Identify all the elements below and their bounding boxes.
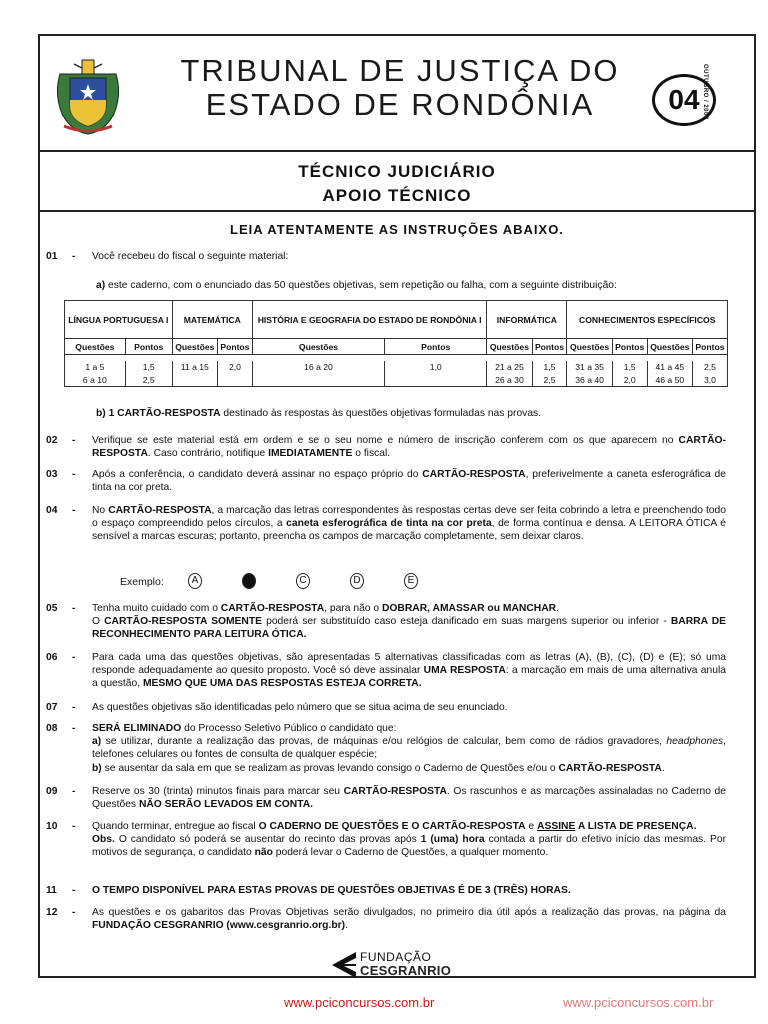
item-label: Obs.: [92, 834, 115, 846]
item-text: este caderno, com o enunciado das 50 questões objetivas, sem repetição ou falha, com a seguinte distribuição:: [105, 280, 617, 291]
table-cell: [252, 374, 384, 387]
item-label: b): [92, 762, 102, 774]
table-subheader: Questões: [647, 339, 692, 355]
table-cell: 1,5: [532, 361, 567, 374]
cesgranrio-logo: [330, 948, 460, 984]
item-text: poderá levar o Caderno de Questões, a qualquer momento.: [272, 847, 549, 859]
table-subheader: Questões: [487, 339, 532, 355]
item-text: As questões e os gabaritos das Provas Objetivas serão divulgados, no primeiro dia útil após a realização das provas, na página da: [92, 907, 726, 918]
instruction-01b: [46, 407, 726, 420]
job-title: TÉCNICO JUDICIÁRIO: [298, 162, 496, 181]
item-bold: NÃO SERÃO LEVADOS EM CONTA.: [138, 799, 314, 811]
job-subtitle: APOIO TÉCNICO: [322, 186, 472, 205]
table-cell: 6 a 10: [65, 374, 126, 387]
item-text: , telefones celulares ou fontes de consulta de qualquer espécie;: [92, 736, 726, 761]
table-cell: 2,5: [125, 374, 172, 387]
table-cell: 41 a 45: [647, 361, 692, 374]
instruction-10: 10 - Quando terminar, entregue ao fiscal O CADERNO DE QUESTÕES E O CARTÃO-RESPOSTA e ASSINE A LISTA DE PRESENÇA. Obs. O candidato só poderá se ausentar do recinto das provas após 1 (uma) hora contada a partir do efetivo início das mesmas. Por motivos de segurança, o candidato não poderá levar o Caderno de Questões, a qualquer momento.: [46, 821, 726, 859]
item-bold: CARTÃO-RESPOSTA: [220, 603, 325, 614]
instruction-04: 04 - No CARTÃO-RESPOSTA, a marcação das letras correspondentes às respostas certas deve ser feita cobrindo a letra e preenchendo todo o espaço compreendido pelos círculos, a caneta esferográfica de tinta na cor preta, de forma contínua e densa. A LEITORA ÓTICA é sensível a marcas escuras; portanto, preencha os campos de marcação completamente, sem deixar claros.: [46, 505, 727, 543]
item-bold: IMEDIATAMENTE: [268, 448, 353, 460]
cesgranrio-mark-icon: [330, 950, 358, 980]
item-text: e: [525, 821, 538, 832]
table-group-header: CONHECIMENTOS ESPECÍFICOS: [567, 301, 728, 339]
table-cell: 36 a 40: [567, 374, 612, 387]
item-text: se ausentar da sala em que se realizam as provas levando consigo o Caderno de Questões e/ou o: [101, 762, 559, 774]
table-cell: [172, 374, 217, 387]
item-text: , preferivelmente a caneta esferográfica de tinta na cor preta.: [92, 469, 726, 494]
table-row: [65, 361, 728, 374]
table-group-header: LÍNGUA PORTUGUESA I: [65, 301, 173, 339]
item-number: 01: [46, 251, 58, 262]
item-text: . Caso contrário, notifique: [147, 448, 269, 460]
item-bold: 1 (uma) hora: [420, 834, 485, 846]
item-text: Verifique se este material está em ordem e se o seu nome e número de inscrição conferem com os que aparecem no: [92, 435, 679, 446]
table-cell: 1,5: [125, 361, 172, 374]
footer-url-right[interactable]: www.pciconcursos.com.br: [563, 995, 714, 1010]
item-text: , a marcação das letras correspondentes às respostas certas deve ser feita cobrindo a letra e preenchendo todo o espaço compreendido pelos círculos, a: [92, 505, 726, 530]
table-subheader: Pontos: [125, 339, 172, 355]
coat-of-arms-icon: [52, 54, 124, 136]
table-row: [65, 374, 728, 387]
header: [40, 36, 754, 152]
page-frame: [38, 34, 756, 978]
item-text: destinado às respostas às questões objetivas formuladas nas provas.: [220, 408, 542, 419]
item-text: Para cada uma das questões objetivas, são apresentadas 5 alternativas classificadas com as letras (A), (B), (C), (D) e (E); só uma responde adequadamente ao quesito proposto. Você só deve assinalar: [92, 652, 726, 677]
item-bold: BARRA DE RECONHECIMENTO PARA LEITURA ÓTICA.: [92, 616, 727, 641]
item-number: 03: [46, 469, 58, 480]
table-subheader: Questões: [172, 339, 217, 355]
instruction-06: 06 - Para cada uma das questões objetivas, são apresentadas 5 alternativas classificadas com as letras (A), (B), (C), (D) e (E); só uma responde adequadamente ao quesito proposto. Você só deve assinalar UMA RESPOSTA: a marcação em mais de uma alternativa anula a questão, MESMO QUE UMA DAS RESPOSTAS ESTEJA CORRETA.: [46, 652, 726, 690]
item-bold: não: [254, 847, 273, 859]
item-text: No: [92, 505, 109, 516]
item-number: 11: [46, 885, 57, 896]
instruction-01a: [46, 279, 726, 292]
instruction-02: 02 - Verifique se este material está em ordem e se o seu nome e número de inscrição conferem com os que aparecem no CARTÃO-RESPOSTA. Caso contrário, notifique IMEDIATAMENTE o fiscal.: [46, 435, 726, 460]
instruction-01: 01 - Você recebeu do fiscal o seguinte material:: [46, 250, 726, 263]
table-cell: 21 a 25: [487, 361, 532, 374]
instructions-heading: LEIA ATENTAMENTE AS INSTRUÇÕES ABAIXO.: [230, 222, 564, 237]
item-text: Você recebeu do fiscal o seguinte material:: [92, 251, 289, 262]
item-number: 05: [46, 603, 58, 614]
table-subheader: Pontos: [217, 339, 252, 355]
item-bold: DOBRAR, AMASSAR ou MANCHAR: [381, 603, 557, 614]
item-bold: O TEMPO DISPONÍVEL PARA ESTAS PROVAS DE QUESTÕES OBJETIVAS É DE 3 (TRÊS) HORAS.: [92, 885, 571, 896]
instruction-05: 05 - Tenha muito cuidado com o CARTÃO-RESPOSTA, para não o DOBRAR, AMASSAR ou MANCHAR. O CARTÃO-RESPOSTA SOMENTE poderá ser substituído caso esteja danificado em suas margens superior ou inferior - BARRA DE RECONHECIMENTO PARA LEITURA ÓTICA.: [46, 603, 727, 641]
item-bold: ASSINE: [537, 821, 576, 832]
table-subheader: Pontos: [692, 339, 727, 355]
table-cell: 16 a 20: [252, 361, 384, 374]
instruction-12: 12 - As questões e os gabaritos das Provas Objetivas serão divulgados, no primeiro dia útil após a realização das provas, na página da FUNDAÇÃO CESGRANRIO (www.cesgranrio.org.br).: [46, 907, 726, 932]
item-number: 07: [46, 702, 58, 713]
item-text: Tenha muito cuidado com o: [92, 603, 221, 614]
item-bold: CARTÃO-RESPOSTA: [92, 435, 726, 460]
table-group-header: HISTÓRIA E GEOGRAFIA DO ESTADO DE RONDÔNIA I: [252, 301, 486, 339]
item-label: a): [92, 736, 102, 748]
item-bold: CARTÃO-RESPOSTA: [422, 469, 526, 480]
item-text: O candidato só poderá se ausentar do recinto das provas após: [114, 834, 421, 846]
table-subheader: Questões: [65, 339, 126, 355]
item-text: .: [556, 603, 559, 614]
instruction-11: 11 - O TEMPO DISPONÍVEL PARA ESTAS PROVAS DE QUESTÕES OBJETIVAS É DE 3 (TRÊS) HORAS.: [46, 885, 571, 896]
item-number: 12: [46, 907, 58, 918]
table-cell: [217, 374, 252, 387]
table-cell: 46 a 50: [647, 374, 692, 387]
item-text: .: [661, 762, 665, 774]
item-bold: CARTÃO-RESPOSTA: [343, 786, 447, 797]
instruction-09: 09 - Reserve os 30 (trinta) minutos finais para marcar seu CARTÃO-RESPOSTA. Os rascunhos e as marcações assinaladas no Caderno de Questões NÃO SERÃO LEVADOS EM CONTA.: [46, 786, 726, 811]
answer-example: [120, 573, 480, 593]
item-text: .: [345, 920, 348, 932]
logo-line-1: FUNDAÇÃO: [360, 950, 432, 964]
table-cell: 26 a 30: [487, 374, 532, 387]
title-line-1: TRIBUNAL DE JUSTIÇA DO: [180, 53, 620, 88]
page-title: [140, 54, 660, 122]
item-number: 10: [46, 821, 58, 832]
item-bold: CARTÃO-RESPOSTA SOMENTE: [104, 616, 263, 628]
item-text: As questões objetivas são identificadas pelo número que se situa acima de seu enunciado.: [92, 702, 508, 713]
item-bold: CARTÃO-RESPOSTA: [108, 505, 212, 516]
table-cell: 2,0: [217, 361, 252, 374]
table-cell: 2,5: [532, 374, 567, 387]
item-bold: FUNDAÇÃO CESGRANRIO (www.cesgranrio.org.br): [92, 920, 346, 932]
footer-url-left[interactable]: www.pciconcursos.com.br: [284, 995, 435, 1010]
item-bold: caneta esferográfica de tinta na cor preta: [286, 518, 492, 530]
item-text: , para não o: [324, 603, 382, 614]
item-text: poderá ser substituído caso esteja danificado em suas margens superior ou inferior -: [262, 616, 671, 628]
item-label: a): [96, 280, 106, 291]
item-text: : a marcação em mais de uma alternativa anula a questão,: [92, 665, 726, 690]
item-text: se utilizar, durante a realização das provas, de máquinas e/ou relógios de calcular, bem como de rádios gravadores,: [101, 736, 667, 748]
item-number: 08: [46, 723, 58, 734]
table-cell: 11 a 15: [172, 361, 217, 374]
item-bold: O CADERNO DE QUESTÕES E O CARTÃO-RESPOSTA: [258, 821, 526, 832]
item-text: contada a partir do efetivo início das mesmas. Por motivos de segurança, o candidato: [92, 834, 726, 859]
table-cell: 2,0: [612, 374, 647, 387]
item-text: o fiscal.: [352, 448, 391, 460]
table-subheader: Questões: [252, 339, 384, 355]
table-subheader: Pontos: [612, 339, 647, 355]
item-number: 02: [46, 435, 58, 446]
item-text: Reserve os 30 (trinta) minutos finais para marcar seu: [92, 786, 344, 797]
table-cell: 1,5: [612, 361, 647, 374]
exam-date: OUTUBRO / 2008: [702, 64, 708, 120]
item-text: Após a conferência, o candidato deverá assinar no espaço próprio do: [92, 469, 423, 480]
table-subheader: Pontos: [385, 339, 487, 355]
item-italic: headphones: [666, 736, 724, 748]
item-text: . Os rascunhos e as marcações assinaladas no Caderno de Questões: [92, 786, 726, 811]
table-subheader: Questões: [567, 339, 612, 355]
bubble-b-filled: [242, 573, 256, 589]
table-group-header: INFORMÁTICA: [487, 301, 567, 339]
item-text: do Processo Seletivo Público o candidato que:: [181, 723, 397, 734]
item-bold: A LISTA DE PRESENÇA.: [575, 821, 697, 832]
job-title-block: [40, 152, 754, 212]
item-bold: MESMO QUE UMA DAS RESPOSTAS ESTEJA CORRETA.: [142, 678, 422, 690]
table-cell: [385, 374, 487, 387]
title-line-2: ESTADO DE RONDÔNIA: [205, 87, 595, 122]
instruction-03: 03 - Após a conferência, o candidato deverá assinar no espaço próprio do CARTÃO-RESPOSTA, preferivelmente a caneta esferográfica de tinta na cor preta.: [46, 469, 726, 494]
table-cell: 3,0: [692, 374, 727, 387]
bubble-c: C: [296, 573, 310, 589]
item-number: 04: [46, 505, 58, 516]
item-number: 09: [46, 786, 58, 797]
table-cell: 31 a 35: [567, 361, 612, 374]
bubble-a: A: [188, 573, 202, 589]
item-bold: UMA RESPOSTA: [423, 665, 506, 677]
item-bold: SERÁ ELIMINADO: [92, 723, 182, 734]
bubble-d: D: [350, 573, 364, 589]
instruction-08: 08 - SERÁ ELIMINADO do Processo Seletivo Público o candidato que: a) se utilizar, durante a realização das provas, de máquinas e/ou relógios de calcular, bem como de rádios gravadores, headphones, telefones celulares ou fontes de consulta de qualquer espécie; b) se ausentar da sala em que se realizam as provas levando consigo o Caderno de Questões e/ou o CARTÃO-RESPOSTA.: [46, 723, 726, 774]
instruction-07: 07 - As questões objetivas são identificadas pelo número que se situa acima de seu enunciado.: [46, 701, 726, 714]
item-number: 06: [46, 652, 58, 663]
example-label: Exemplo:: [120, 576, 164, 588]
table-cell: 1,0: [385, 361, 487, 374]
bubble-e: E: [404, 573, 418, 589]
item-text: , de forma contínua e densa. A LEITORA ÓTICA é sensível a marcas escuras; portanto, preencha os campos de marcação completamente, sem deixar claros.: [92, 518, 727, 543]
table-cell: 1 a 5: [65, 361, 126, 374]
logo-line-2: CESGRANRIO: [360, 963, 452, 978]
item-text: O: [92, 616, 105, 628]
table-subheader: Pontos: [532, 339, 567, 355]
table-cell: 2,5: [692, 361, 727, 374]
table-group-header: MATEMÁTICA: [172, 301, 252, 339]
item-label: b) 1 CARTÃO-RESPOSTA: [96, 408, 221, 419]
exam-number-badge: 04: [652, 74, 716, 126]
question-distribution-table: [64, 300, 728, 387]
item-bold: CARTÃO-RESPOSTA: [558, 762, 662, 774]
item-text: Quando terminar, entregue ao fiscal: [92, 821, 259, 832]
